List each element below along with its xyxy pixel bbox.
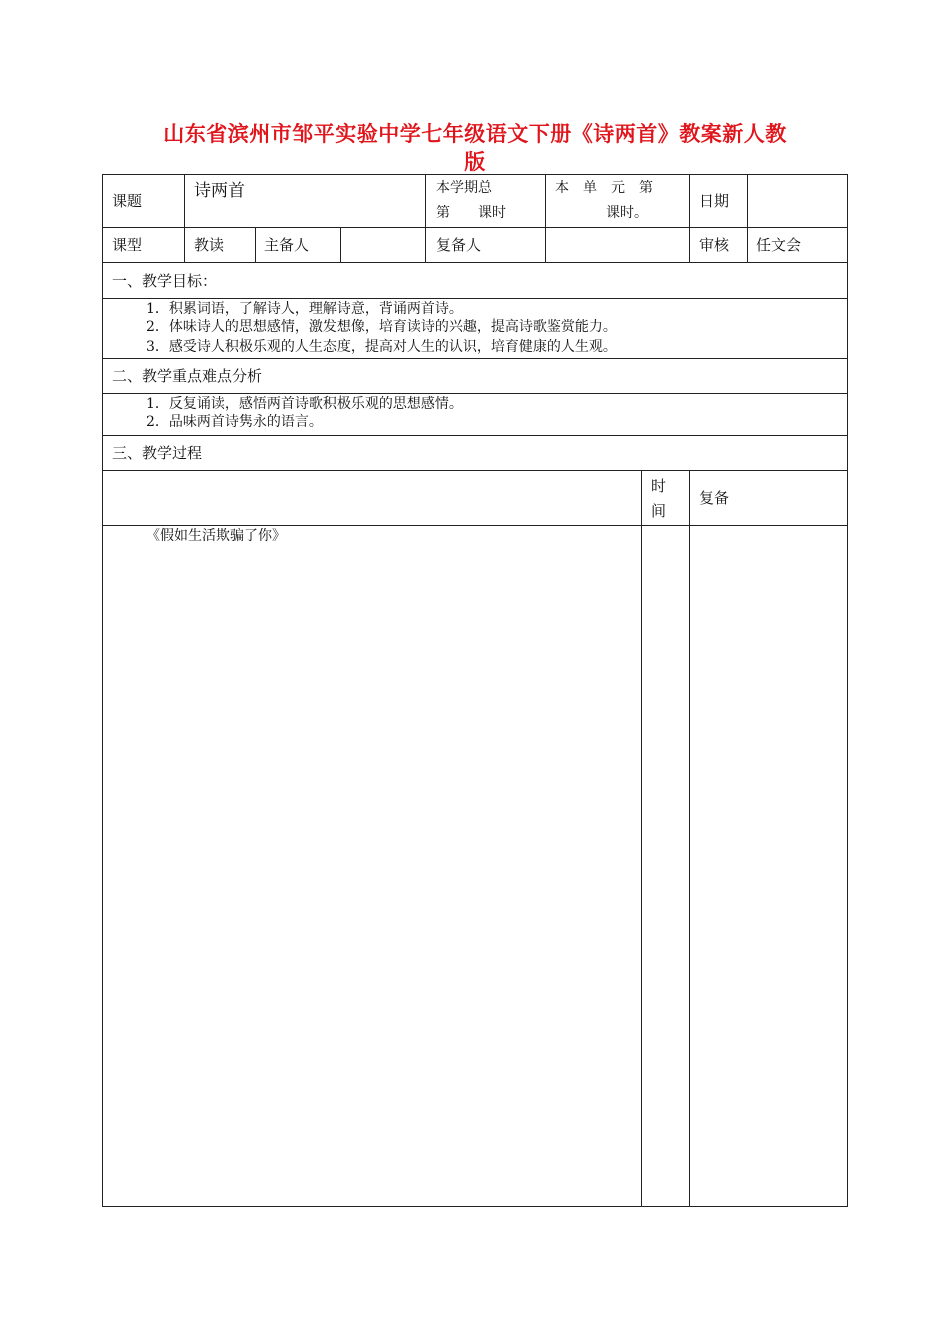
semester-total-line-1: 本学期总: [436, 180, 492, 196]
process-review-label: 复备: [699, 489, 730, 507]
date-label: 日期: [699, 192, 730, 210]
list-item: 1．积累词语，了解诗人，理解诗意，背诵两首诗。: [146, 301, 463, 317]
review-value: 任文会: [756, 236, 802, 254]
title-line-2: 版: [464, 149, 486, 174]
list-item: 3．感受诗人积极乐观的人生态度，提高对人生的认识，培育健康的人生观。: [146, 339, 617, 355]
title-line-1: 山东省滨州市邹平实验中学七年级语文下册《诗两首》教案新人教: [163, 121, 787, 146]
unit-line-1: 本 单 元 第: [555, 180, 653, 196]
topic-value: 诗两首: [194, 181, 245, 201]
list-item: 2．体味诗人的思想感情，激发想像，培育读诗的兴趣，提高诗歌鉴赏能力。: [146, 319, 617, 335]
goals-heading: 一、教学目标：: [112, 272, 218, 290]
process-time-label-line-2: 间: [651, 502, 667, 520]
re-prep-label: 复备人: [436, 236, 482, 254]
type-label: 课型: [112, 236, 143, 254]
semester-total-line-2: 第 课时: [436, 205, 506, 221]
main-prep-label: 主备人: [264, 236, 310, 254]
key-points-heading: 二、教学重点难点分析: [112, 367, 263, 385]
review-label: 审核: [699, 236, 730, 254]
process-heading: 三、教学过程: [112, 444, 203, 462]
process-time-label-line-1: 时: [651, 477, 667, 495]
topic-label: 课题: [112, 192, 143, 210]
type-value: 教读: [194, 236, 225, 254]
unit-line-2: 课时。: [606, 205, 648, 221]
process-content: 《假如生活欺骗了你》: [146, 528, 286, 544]
goals-list: [146, 300, 617, 356]
document-title: [140, 120, 810, 176]
key-points-list: [146, 395, 463, 431]
list-item: 2．品味两首诗隽永的语言。: [146, 414, 323, 430]
list-item: 1．反复诵读，感悟两首诗歌积极乐观的思想感情。: [146, 396, 463, 412]
